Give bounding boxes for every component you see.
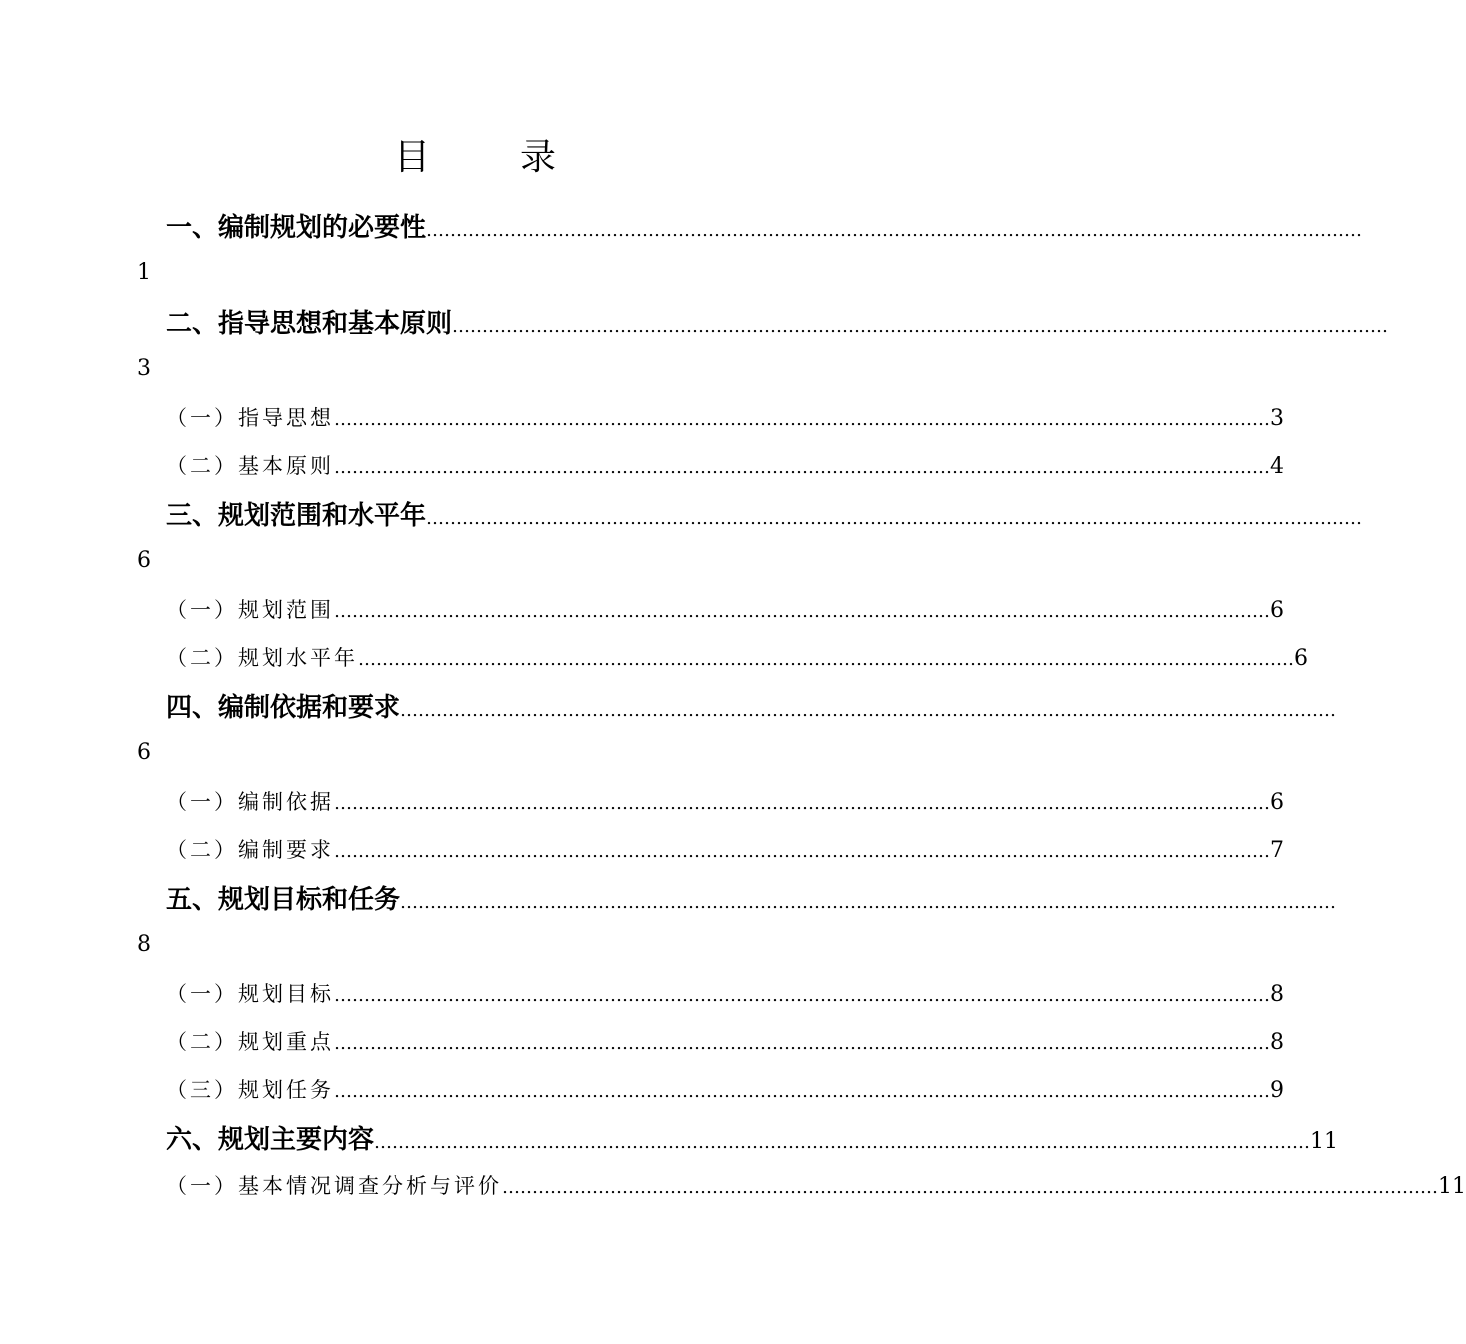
toc-leader: ………………………………………………………………………………………………………………………………………… xyxy=(400,700,1337,721)
toc-label: （二）编制要求 xyxy=(166,838,334,862)
toc-leader: ………………………………………………………………………………………………………………………………………… xyxy=(426,508,1363,529)
toc-entry-section-3[interactable] xyxy=(166,495,1363,532)
title-char-left: 目 xyxy=(393,137,430,178)
toc-leader: ………………………………………………………………………………………………………………………………………… xyxy=(426,220,1363,241)
toc-leader: ………………………………………………………………………………………………………………………………………… xyxy=(334,409,1270,430)
toc-leader: ………………………………………………………………………………………………………………………………………… xyxy=(334,793,1270,814)
toc-page-number: 7 xyxy=(1270,838,1284,863)
toc-page-number: 8 xyxy=(1270,982,1284,1007)
toc-entry-subsection-6-1[interactable] xyxy=(166,1170,1466,1200)
toc-label: 四、编制依据和要求 xyxy=(166,693,401,723)
toc-label: 一、编制规划的必要性 xyxy=(166,213,427,243)
toc-leader: ………………………………………………………………………………………………………………………………………… xyxy=(358,649,1294,670)
toc-label: （一）规划范围 xyxy=(166,598,334,622)
toc-label: （一）编制依据 xyxy=(166,790,334,814)
toc-page-number: 8 xyxy=(137,932,151,957)
toc-leader: ………………………………………………………………………………………………………………………………………… xyxy=(334,601,1270,622)
toc-entry-section-4[interactable] xyxy=(166,687,1337,724)
toc-label: （二）规划水平年 xyxy=(166,646,358,670)
toc-leader: ………………………………………………………………………………………………………………………………………… xyxy=(334,841,1270,862)
toc-entry-subsection-5-1[interactable] xyxy=(166,978,1284,1008)
toc-page-number: 8 xyxy=(1270,1030,1284,1055)
toc-entry-subsection-2-1[interactable] xyxy=(166,402,1284,432)
toc-page-number: 6 xyxy=(1270,598,1284,623)
toc-entry-subsection-3-2[interactable] xyxy=(166,642,1308,672)
toc-page-number: 11 xyxy=(1438,1174,1466,1199)
toc-label: （一）指导思想 xyxy=(166,406,334,430)
toc-label: （三）规划任务 xyxy=(166,1078,334,1102)
toc-page-number: 4 xyxy=(1270,454,1284,479)
toc-entry-subsection-4-2[interactable] xyxy=(166,834,1284,864)
toc-entry-subsection-3-1[interactable] xyxy=(166,594,1284,624)
toc-entry-subsection-2-2[interactable] xyxy=(166,450,1284,480)
toc-leader: ………………………………………………………………………………………………………………………………………… xyxy=(374,1132,1311,1153)
toc-page-number: 9 xyxy=(1270,1078,1284,1103)
toc-page-number: 6 xyxy=(137,548,151,573)
toc-entry-section-6[interactable] xyxy=(166,1119,1339,1156)
toc-page-number: 6 xyxy=(137,740,151,765)
toc-page-number: 6 xyxy=(1270,790,1284,815)
toc-label: 三、规划范围和水平年 xyxy=(166,501,427,531)
toc-entry-section-1[interactable] xyxy=(166,207,1363,244)
toc-label: （一）规划目标 xyxy=(166,982,334,1006)
toc-leader: ………………………………………………………………………………………………………………………………………… xyxy=(334,1081,1270,1102)
toc-page-number: 11 xyxy=(1310,1129,1339,1154)
toc-page-number: 3 xyxy=(137,356,151,381)
toc-leader: ………………………………………………………………………………………………………………………………………… xyxy=(502,1177,1438,1198)
toc-label: 五、规划目标和任务 xyxy=(166,885,401,915)
toc-entry-subsection-4-1[interactable] xyxy=(166,786,1284,816)
toc-label: （二）规划重点 xyxy=(166,1030,334,1054)
toc-page-number: 1 xyxy=(137,260,151,285)
toc-entry-section-2[interactable] xyxy=(166,303,1389,340)
toc-leader: ………………………………………………………………………………………………………………………………………… xyxy=(334,985,1270,1006)
toc-entry-subsection-5-3[interactable] xyxy=(166,1074,1284,1104)
toc-leader: ………………………………………………………………………………………………………………………………………… xyxy=(334,1033,1270,1054)
toc-leader: ………………………………………………………………………………………………………………………………………… xyxy=(452,316,1389,337)
title-char-right: 录 xyxy=(520,137,557,178)
toc-label: 六、规划主要内容 xyxy=(166,1125,375,1155)
toc-entry-subsection-5-2[interactable] xyxy=(166,1026,1284,1056)
toc-page-number: 3 xyxy=(1270,406,1284,431)
toc-label: （一）基本情况调查分析与评价 xyxy=(166,1174,502,1198)
toc-leader: ………………………………………………………………………………………………………………………………………… xyxy=(400,892,1337,913)
toc-label: 二、指导思想和基本原则 xyxy=(166,309,453,339)
toc-label: （二）基本原则 xyxy=(166,454,334,478)
toc-page-number: 6 xyxy=(1294,646,1308,671)
toc-entry-section-5[interactable] xyxy=(166,879,1337,916)
page-title xyxy=(0,138,950,178)
toc-leader: ………………………………………………………………………………………………………………………………………… xyxy=(334,457,1270,478)
